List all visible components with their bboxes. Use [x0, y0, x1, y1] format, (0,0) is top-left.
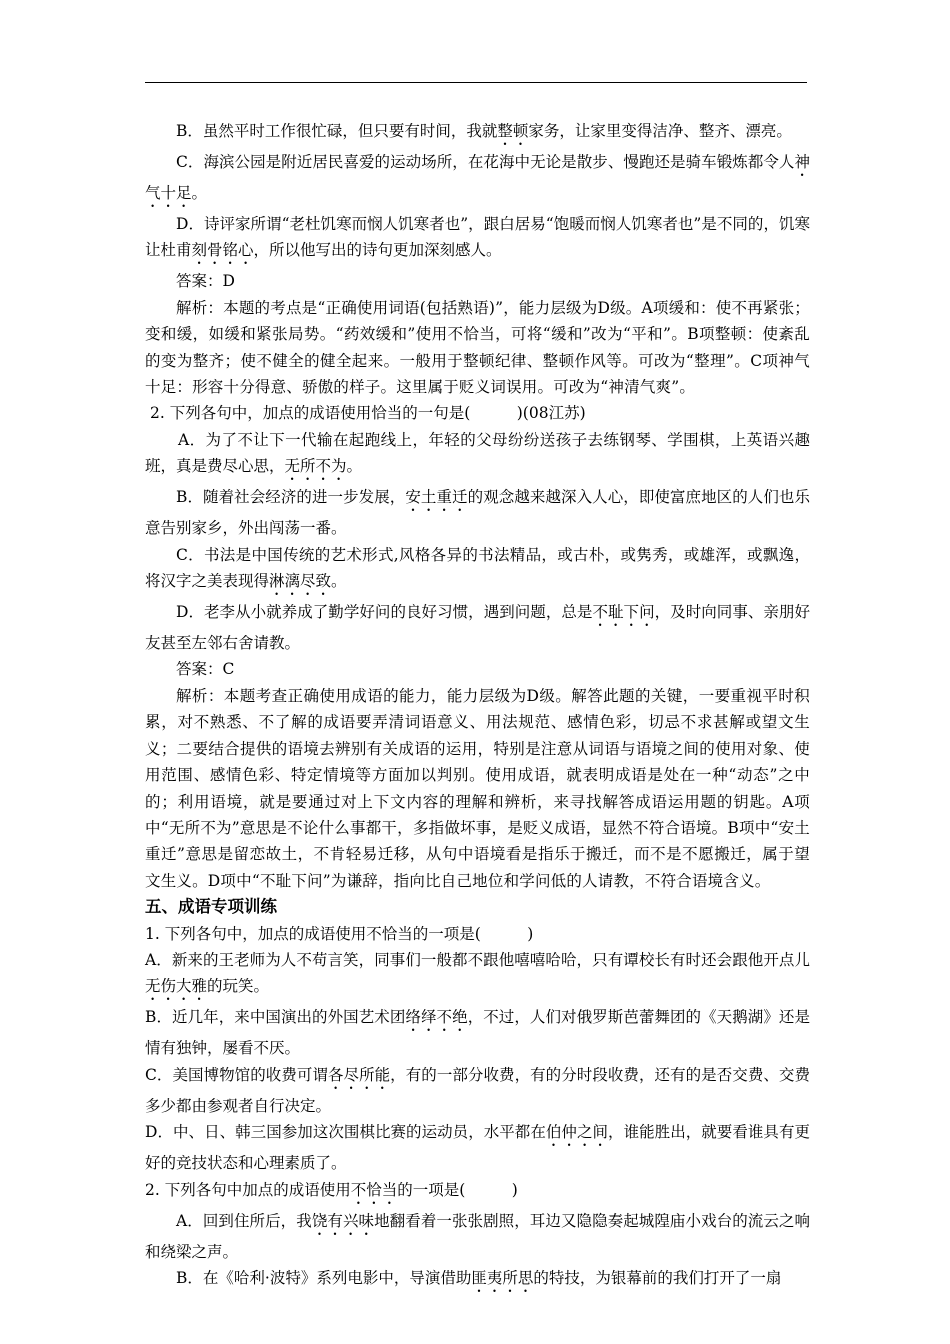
dotted-idiom: 各尽所能	[327, 1065, 391, 1084]
option-b: B．虽然平时工作很忙碌，但只要有时间，我就整顿家务，让家里变得洁净、整齐、漂亮。	[176, 122, 792, 140]
dotted-idiom: 无所不为	[284, 457, 347, 476]
section-heading: 五、成语专项训练	[145, 897, 277, 917]
dotted-idiom: 淋漓尽致	[269, 572, 332, 591]
option-a: A．为了不让下一代输在起跑线上，年轻的父母纷纷送孩子去练钢琴、学围棋，上英语兴趣班，真是费尽心思，无所不为。	[145, 430, 810, 476]
document-body	[145, 118, 810, 1296]
dotted-idiom: 刻骨铭心	[191, 241, 254, 260]
option-c: C．书法是中国传统的艺术形式,风格各异的书法精品，或古朴，或隽秀，或雄浑，或飘逸，将汉字之美表现得淋漓尽致。	[145, 545, 810, 591]
dotted-idiom: 无伤大雅	[145, 977, 208, 996]
question-stem: 2. 下列各句中，加点的成语使用恰当的一句是( )(08江苏)	[150, 404, 586, 423]
dotted-word: 不恰当	[350, 1180, 398, 1199]
option-b: B．在《哈利·波特》系列电影中，导演借助匪夷所思的特技，为银幕前的我们打开了一扇	[176, 1268, 782, 1287]
option-d: D．老李从小就养成了勤学好问的良好习惯，遇到问题，总是不耻下问，及时向同事、亲朋好友甚至左邻右舍请教。	[145, 603, 810, 653]
dotted-idiom: 伯仲之间	[545, 1123, 609, 1142]
dotted-idiom: 整顿	[497, 122, 529, 140]
question-stem: 2. 下列各句中加点的成语使用不恰当的一项是( )	[145, 1180, 518, 1199]
dotted-idiom: 络绎不绝	[405, 1008, 468, 1027]
option-d: D．中、日、韩三国参加这次围棋比赛的运动员，水平都在伯仲之间，谁能胜出，就要看谁具有更好的竞技状态和心理素质了。	[145, 1123, 810, 1173]
option-d: D．诗评家所谓“老杜饥寒而悯人饥寒者也”，跟白居易“饱暖而悯人饥寒者也”是不同的，饥寒让杜甫刻骨铭心，所以他写出的诗句更加深刻感人。	[145, 215, 810, 260]
answer-line: 答案：C	[176, 660, 235, 679]
dotted-idiom: 匪夷所思	[471, 1268, 534, 1287]
question-stem: 1. 下列各句中，加点的成语使用不恰当的一项是( )	[145, 924, 534, 943]
analysis-paragraph: 解析：本题考查正确使用成语的能力，能力层级为D级。解答此题的关键，一要重视平时积累，对不熟悉、不了解的成语要弄清词语意义、用法规范、感情色彩，切忌不求甚解或望文生义；二要结合提供的语境去辨别有关成语的运用，特别是注意从词语与语境之间的使用对象、使用范围、感情色彩、特定情境等方面加以判别。使用成语，就表明成语是处在一种“动态”之中的；利用语境，就是要通过对上下文内容的理解和辨析，来寻找解答成语运用题的钥匙。A项中“无所不为”意思是不论什么事都干，多指做坏事，是贬义成语，显然不符合语境。B项中“安土重迁”意思是留恋故土，不肯轻易迁移，从句中语境看是指乐于搬迁，而不是不愿搬迁，属于望文生义。D项中“不耻下问”为谦辞，指向比自己地位和学问低的人请教，不符合语境含义。	[145, 686, 810, 890]
dotted-idiom: 神气十足	[145, 153, 810, 202]
option-b: B．近几年，来中国演出的外国艺术团络绎不绝，不过，人们对俄罗斯芭蕾舞团的《天鹅湖》还是情有独钟，屡看不厌。	[145, 1008, 810, 1058]
option-a: A．新来的王老师为人不苟言笑，同事们一般都不跟他嘻嘻哈哈，只有谭校长有时还会跟他开点儿无伤大雅的玩笑。	[145, 950, 810, 996]
option-c: C．美国博物馆的收费可谓各尽所能，有的一部分收费，有的分时段收费，还有的是否交费、交费多少都由参观者自行决定。	[145, 1065, 810, 1115]
dotted-idiom: 安土重迁	[405, 488, 468, 507]
dotted-idiom: 不耻下问	[592, 603, 655, 622]
option-b: B．随着社会经济的进一步发展，安土重迁的观念越来越深入人心，即使富庶地区的人们也乐意告别家乡，外出闯荡一番。	[145, 488, 810, 538]
option-c: C．海滨公园是附近居民喜爱的运动场所，在花海中无论是散步、慢跑还是骑车锻炼都令人神气十足。	[145, 153, 810, 202]
dotted-idiom: 饶有兴味	[311, 1211, 375, 1230]
header-rule	[145, 82, 807, 83]
analysis-paragraph: 解析：本题的考点是“正确使用词语(包括熟语)”，能力层级为D级。A项缓和：使不再紧张；变和缓，如缓和紧张局势。“药效缓和”使用不恰当，可将“缓和”改为“平和”。B项整顿：使紊乱的变为整齐；使不健全的健全起来。一般用于整顿纪律、整顿作风等。可改为“整理”。C项神气十足：形容十分得意、骄傲的样子。这里属于贬义词误用。可改为“神清气爽”。	[145, 298, 810, 397]
option-a: A．回到住所后，我饶有兴味地翻看着一张张剧照，耳边又隐隐奏起城隍庙小戏台的流云之响和绕梁之声。	[145, 1211, 810, 1261]
answer-line: 答案：D	[176, 272, 235, 291]
